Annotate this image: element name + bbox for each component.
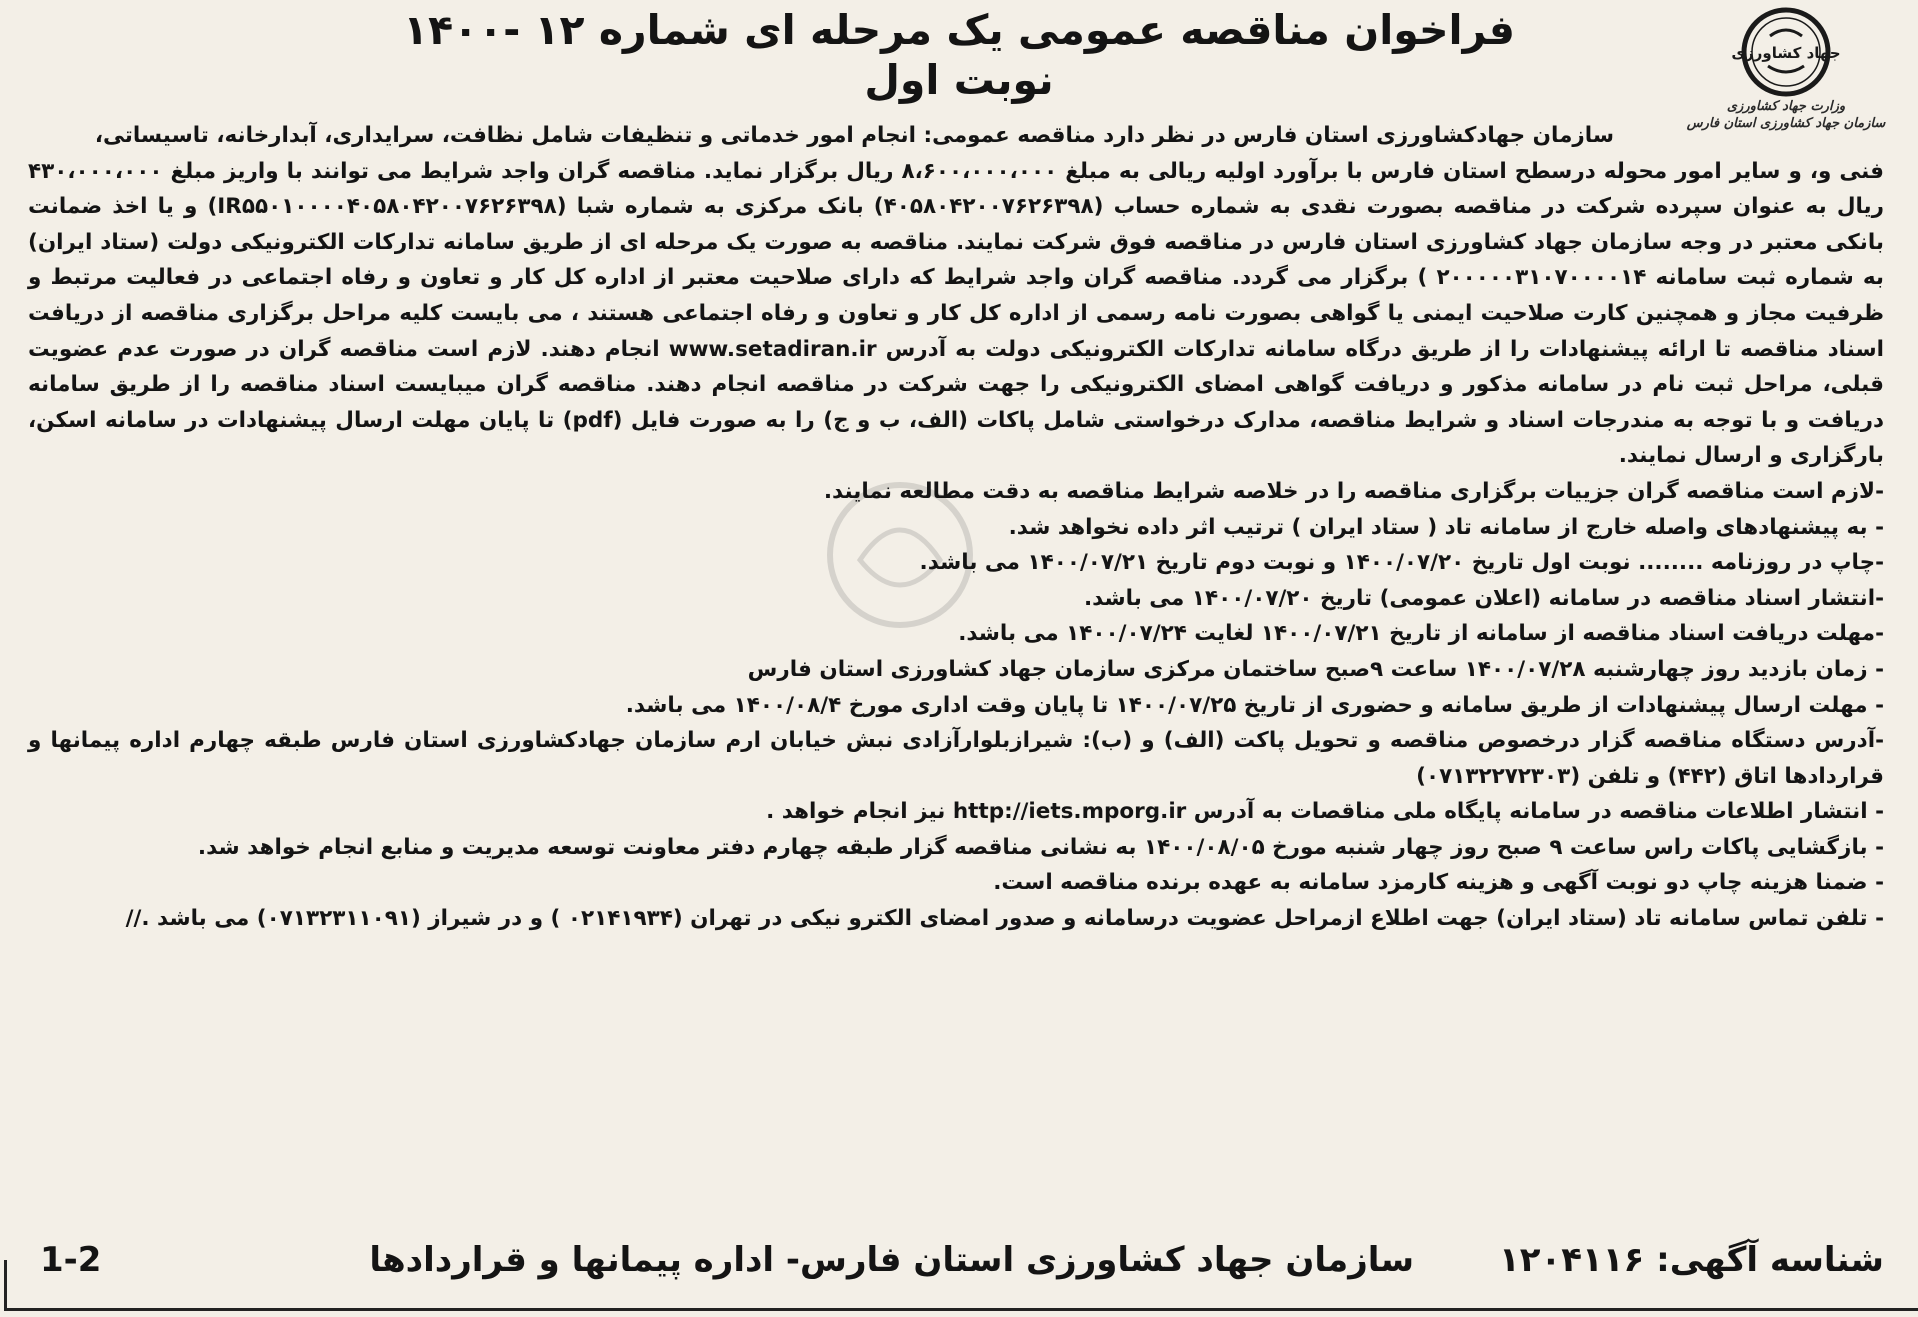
emblem-text: جهاد کشاورزی xyxy=(1731,44,1841,62)
list-item: - انتشار اطلاعات مناقصه در سامانه پایگاه ملی مناقصات به آدرس http://iets.mporg.ir نیز انجام خواهد . xyxy=(766,799,1884,825)
intro-paragraph: فنی و، و سایر امور محوله درسطح استان فارس با برآورد اولیه ریالی به مبلغ ۸،۶۰۰،۰۰۰،۰۰۰ ریال برگزار نماید. مناقصه گران واجد شرایط می توانند با واریز مبلغ ۴۳۰،۰۰۰،۰۰۰ ریال به عنوان سپرده شرکت در مناقصه بصورت نقدی به شماره حساب (۴۰۵۸۰۴۲۰۰۷۶۲۶۳۹۸) بانک مرکزی به شماره شبا (IR۵۵۰۱۰۰۰۰۴۰۵۸۰۴۲۰۰۷۶۲۶۳۹۸) و یا اخذ ضمانت بانکی معتبر در وجه سازمان جهاد کشاورزی استان فارس در مناقصه فوق شرکت نمایند. مناقصه به صورت یک مرحله ای از طریق سامانه تدارکات الکترونیکی دولت (ستاد ایران) به شماره ثبت سامانه ۲۰۰۰۰۰۳۱۰۷۰۰۰۰۱۴ ) برگزار می گردد. مناقصه گران واجد شرایط که دارای صلاحیت معتبر از اداره کل کار و تعاون و رفاه اجتماعی در فعالیت مرتبط و ظرفیت مجاز و همچنین کارت صلاحیت ایمنی یا گواهی بصورت نامه رسمی از اداره کل کار و تعاون و رفاه اجتماعی هستند ، می بایست کلیه مراحل برگزاری مناقصه از دریافت اسناد مناقصه تا ارائه پیشنهادات را از طریق درگاه سامانه تدارکات الکترونیکی دولت به آدرس www.setadiran.ir انجام دهند. لازم است مناقصه گران در صورت عدم عضویت قبلی، مراحل ثبت نام در سامانه مذکور و دریافت گواهی امضای الکترونیکی را جهت شرکت در مناقصه انجام دهند. مناقصه گران میبایست اسناد مناقصه را از طریق سامانه دریافت و با توجه به مندرجات اسناد و شرایط مناقصه، مدارک درخواستی شامل پاکات (الف، ب و ج) را به صورت فایل (pdf) تا پایان مهلت ارسال پیشنهادات در سامانه اسکن، بارگزاری و ارسال نمایند. xyxy=(28,158,1885,469)
list-item: - ضمنا هزینه چاپ دو نوبت آگهی و هزینه کارمزد سامانه به عهده برنده مناقصه است. xyxy=(993,870,1884,896)
list-item: -آدرس دستگاه مناقصه گزار درخصوص مناقصه و تحویل پاکت (الف) و (ب): شیرازبلوارآزادی نبش خیابان ارم سازمان جهادکشاورزی استان فارس طبقه چهارم اداره پیمانها و قراردادها اتاق (۴۴۲) و تلفن (۰۷۱۳۲۲۷۲۳۰۳) xyxy=(28,728,1884,789)
ad-id: شناسه آگهی: ۱۲۰۴۱۱۶ xyxy=(1499,1240,1884,1280)
footer-organization: سازمان جهاد کشاورزی استان فارس- اداره پیمانها و قراردادها xyxy=(369,1240,1414,1280)
notice-title: فراخوان مناقصه عمومی یک مرحله ای شماره ۱۲ -۱۴۰۰ xyxy=(403,6,1515,54)
list-item: - بازگشایی پاکات راس ساعت ۹ صبح روز چهار شنبه مورخ ۱۴۰۰/۰۸/۰۵ به نشانی مناقصه گزار طبقه چهارم دفتر معاونت توسعه مدیریت و منابع انجام خواهد شد. xyxy=(197,834,1884,860)
provincial-org-name: سازمان جهاد کشاورزی استان فارس xyxy=(1686,116,1886,131)
left-border xyxy=(4,1260,7,1311)
notice-header xyxy=(300,4,1618,104)
list-item: - مهلت ارسال پیشنهادات از طریق سامانه و حضوری از تاریخ ۱۴۰۰/۰۷/۲۵ تا پایان وقت اداری مورخ ۱۴۰۰/۰۸/۴ می باشد. xyxy=(625,692,1884,718)
bottom-border xyxy=(4,1308,1918,1311)
list-item: -لازم است مناقصه گران جزییات برگزاری مناقصه را در خلاصه شرایط مناقصه به دقت مطالعه نمایند. xyxy=(823,478,1884,504)
list-item: - تلفن تماس سامانه تاد (ستاد ایران) جهت اطلاع ازمراحل عضویت درسامانه و صدور امضای الکترو نیکی در تهران (۰۲۱۴۱۹۳۴ ) و در شیراز (۰۷۱۳۲۳۱۱۰۹۱) می باشد .// xyxy=(125,906,1884,932)
page-number: 1-2 xyxy=(40,1240,102,1280)
list-item: -مهلت دریافت اسناد مناقصه از سامانه از تاریخ ۱۴۰۰/۰۷/۲۱ لغایت ۱۴۰۰/۰۷/۲۴ می باشد. xyxy=(958,621,1884,647)
ministry-name: وزارت جهاد کشاورزی xyxy=(1726,99,1846,114)
intro-first-line: سازمان جهادکشاورزی استان فارس در نظر دارد مناقصه عمومی: انجام امور خدماتی و تنظیفات شامل نظافت، سرایداری، آبدارخانه، تاسیساتی، xyxy=(94,123,1614,148)
list-item: -انتشار اسناد مناقصه در سامانه (اعلان عمومی) تاریخ ۱۴۰۰/۰۷/۲۰ می باشد. xyxy=(1083,585,1884,611)
notice-body xyxy=(28,118,1884,937)
notice-footer xyxy=(40,1238,1884,1282)
jahad-keshavarzi-emblem-icon xyxy=(1731,6,1841,98)
list-item: - به پیشنهادهای واصله خارج از سامانه تاد ( ستاد ایران ) ترتیب اثر داده نخواهد شد. xyxy=(1008,514,1884,540)
list-item: -چاپ در روزنامه ........ نوبت اول تاریخ ۱۴۰۰/۰۷/۲۰ و نوبت دوم تاریخ ۱۴۰۰/۰۷/۲۱ می باشد. xyxy=(919,550,1884,576)
conditions-list xyxy=(28,474,1884,937)
notice-subtitle: نوبت اول xyxy=(864,56,1054,104)
list-item: - زمان بازدید روز چهارشنبه ۱۴۰۰/۰۷/۲۸ ساعت ۹صبح ساختمان مرکزی سازمان جهاد کشاورزی استان فارس xyxy=(747,656,1884,682)
